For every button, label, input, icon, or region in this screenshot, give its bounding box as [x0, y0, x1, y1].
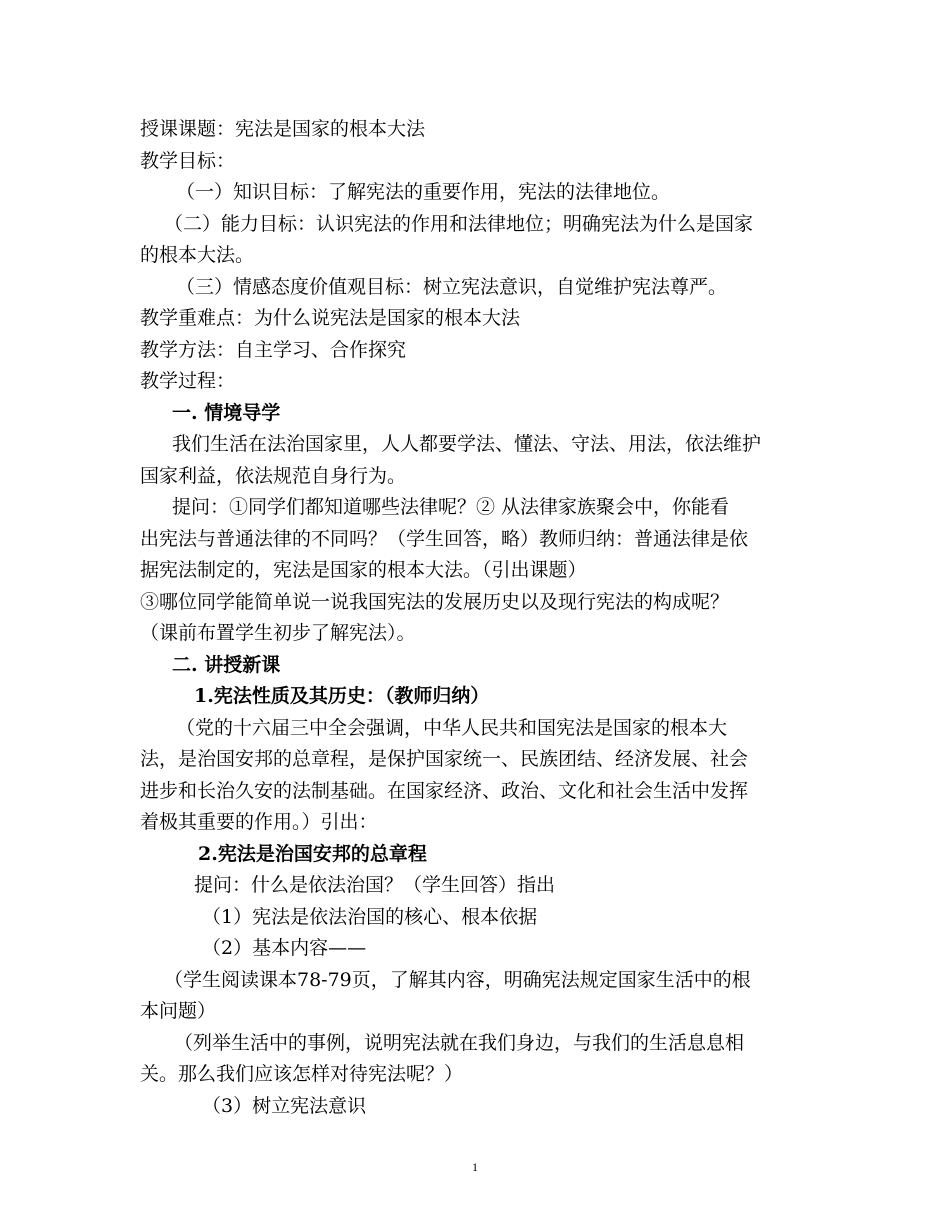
document-body [140, 114, 830, 1122]
paragraph-line: 国家利益，依法规范自身行为。 [140, 464, 407, 487]
goal-emotion: （三）情感态度价值观目标：树立宪法意识，自觉维护宪法尊严。 [176, 275, 728, 298]
paragraph-line: 出宪法与普通法律的不同吗？（学生回答，略）教师归纳：普通法律是依 [140, 527, 749, 550]
paragraph-line: 关。那么我们应该怎样对待宪法呢？） [140, 1063, 464, 1085]
list-item: （2）基本内容—— [202, 937, 367, 959]
key-difficulty: 教学重难点：为什么说宪法是国家的根本大法 [140, 307, 521, 329]
paragraph-line: 提问：什么是依法治国？（学生回答）指出 [194, 874, 556, 896]
goal-ability-line1: （二）能力目标：认识宪法的作用和法律地位；明确宪法为什么是国家 [164, 212, 754, 235]
list-item: （1）宪法是依法治国的核心、根本依据 [202, 905, 538, 928]
page-number: 1 [472, 1160, 478, 1174]
section-heading-1: 一. 情境导学 [172, 401, 281, 424]
lesson-title: 授课课题：宪法是国家的根本大法 [140, 118, 426, 140]
paragraph-line: 提问：①同学们都知道哪些法律呢？② 从法律家族聚会中，你能看 [172, 496, 730, 518]
subsection-heading-1: 1.宪法性质及其历史：（教师归纳） [194, 685, 490, 707]
paragraph-line: 法，是治国安邦的总章程，是保护国家统一、民族团结、经济发展、社会 [140, 748, 749, 770]
paragraph-line: 进步和长治久安的法制基础。在国家经济、政治、文化和社会生活中发挥 [140, 779, 749, 802]
teaching-goals-heading: 教学目标： [140, 149, 236, 172]
goal-knowledge: （一）知识目标：了解宪法的重要作用，宪法的法律地位。 [176, 181, 671, 203]
paragraph-line: ③哪位同学能简单说一说我国宪法的发展历史以及现行宪法的构成呢？ [140, 590, 730, 613]
paragraph-line: （课前布置学生初步了解宪法）。 [140, 622, 416, 644]
teaching-process-heading: 教学过程： [140, 370, 236, 392]
paragraph-line: 据宪法制定的，宪法是国家的根本大法。（引出课题） [140, 559, 587, 581]
paragraph-line: （党的十六届三中全会强调，中华人民共和国宪法是国家的根本大 [176, 716, 728, 739]
list-item: （3）树立宪法意识 [202, 1094, 367, 1117]
paragraph-line: 我们生活在法治国家里，人人都要学法、懂法、守法、用法，依法维护 [172, 433, 762, 455]
teaching-method: 教学方法：自主学习、合作探究 [140, 338, 407, 361]
paragraph-line: 着极其重要的作用。）引出： [140, 811, 378, 833]
subsection-heading-2: 2.宪法是治国安邦的总章程 [198, 842, 427, 865]
paragraph-line: 本问题） [140, 1000, 217, 1022]
section-heading-2: 二. 讲授新课 [172, 653, 281, 676]
goal-ability-line2: 的根本大法。 [140, 244, 255, 266]
paragraph-line: （学生阅读课本78-79页，了解其内容，明确宪法规定国家生活中的根 [164, 968, 751, 991]
paragraph-line: （列举生活中的事例，说明宪法就在我们身边，与我们的生活息息相 [174, 1031, 745, 1054]
